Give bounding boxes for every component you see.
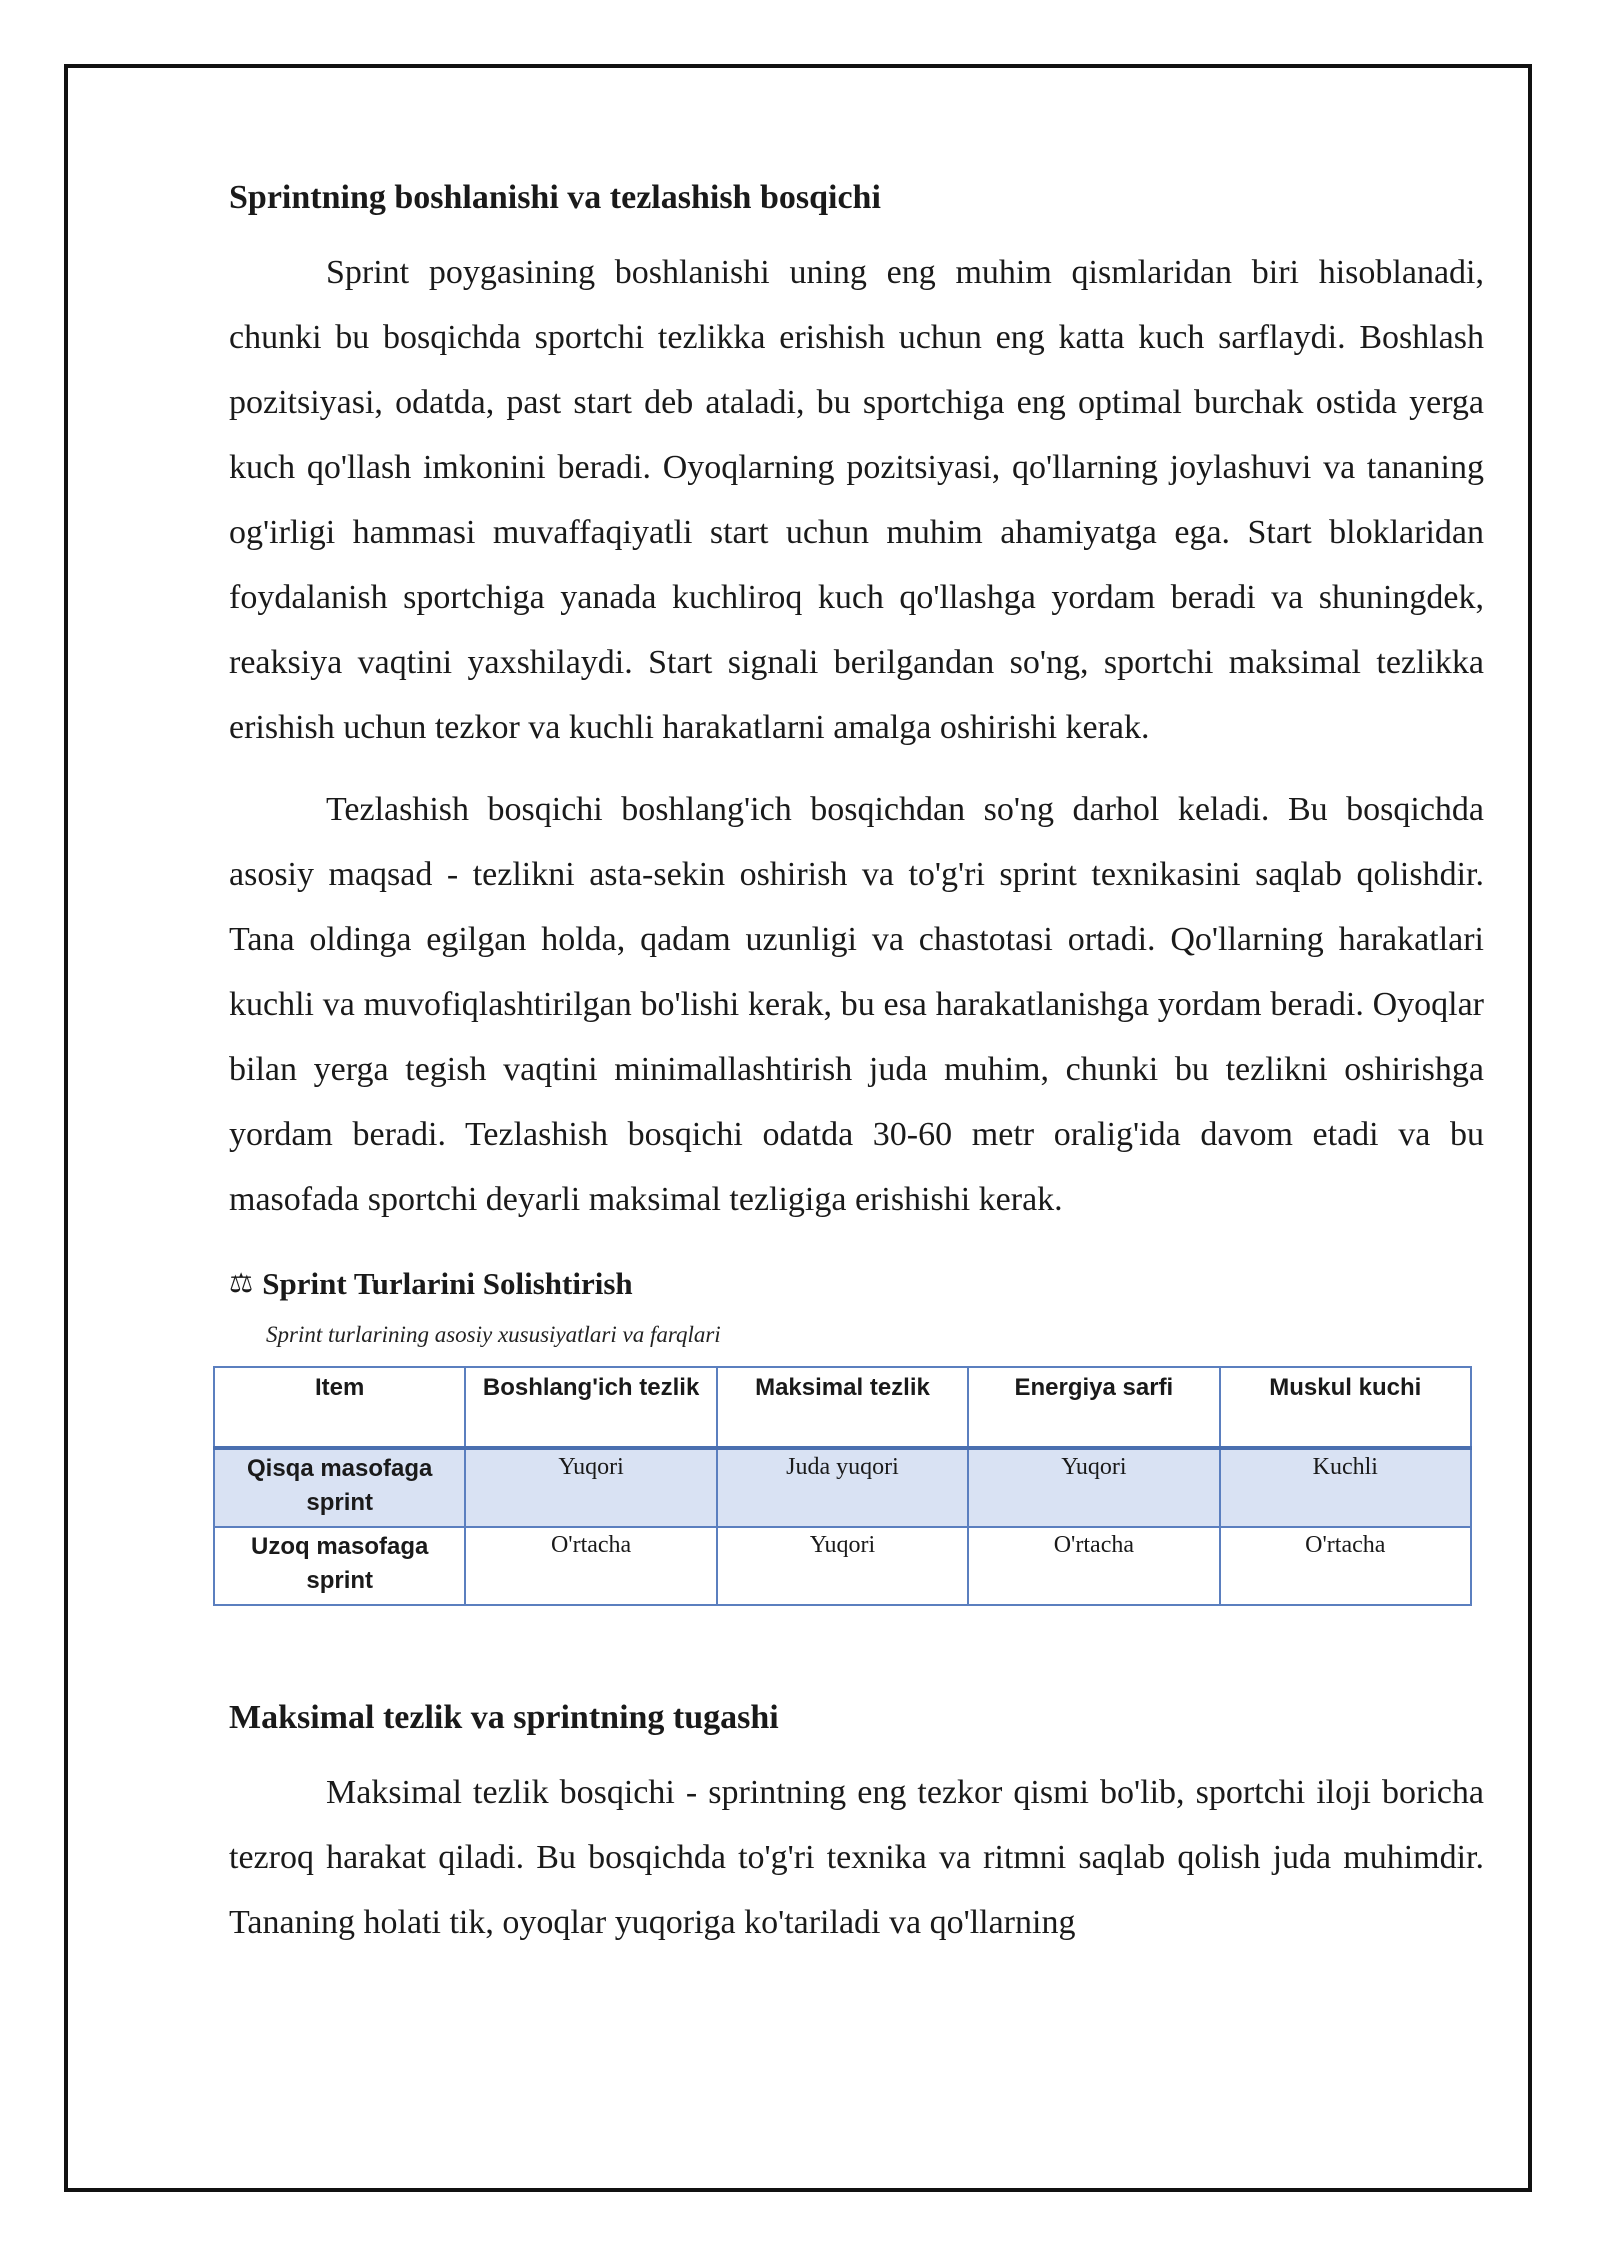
document-content: [229, 168, 1484, 1955]
table-caption: Sprint turlarining asosiy xususiyatlari va farqlari: [266, 1322, 721, 1347]
scale-icon: ⚖: [229, 1268, 254, 1299]
table-cell: Yuqori: [968, 1448, 1219, 1527]
table-cell: O'rtacha: [1220, 1527, 1471, 1605]
column-header: Item: [214, 1367, 465, 1448]
table-cell: Yuqori: [717, 1527, 968, 1605]
table-title: [229, 1264, 1484, 1304]
column-header: Maksimal tezlik: [717, 1367, 968, 1448]
comparison-table: [213, 1366, 1472, 1606]
body-paragraph: Tezlashish bosqichi boshlang'ich bosqichdan so'ng darhol keladi. Bu bosqichda asosiy maqsad - tezlikni asta-sekin oshirish va to'g'ri sprint texnikasini saqlab qolishdir. Tana oldinga egilgan holda, qadam uzunligi va chastotasi ortadi. Qo'llarning harakatlari kuchli va muvofiqlashtirilgan bo'lishi kerak, bu esa harakatlanishga yordam beradi. Oyoqlar bilan yerga tegish vaqtini minimallashtirish juda muhim, chunki bu tezlikni oshirishga yordam beradi. Tezlashish bosqichi odatda 30-60 metr oralig'ida davom etadi va bu masofada sportchi deyarli maksimal tezligiga erishishi kerak.: [229, 791, 1484, 1218]
table-title-text: Sprint Turlarini Solishtirish: [262, 1266, 633, 1301]
row-header-cell: Uzoq masofaga sprint: [214, 1527, 465, 1605]
table-row: [214, 1448, 1471, 1527]
column-header: Muskul kuchi: [1220, 1367, 1471, 1448]
comparison-table-block: [229, 1264, 1484, 1606]
body-paragraph: Maksimal tezlik bosqichi - sprintning eng tezkor qismi bo'lib, sportchi iloji boricha tezroq harakat qiladi. Bu bosqichda to'g'ri texnika va ritmni saqlab qolish juda muhimdir. Tananing holati tik, oyoqlar yuqoriga ko'tariladi va qo'llarning: [229, 1774, 1484, 1941]
section-heading: Maksimal tezlik va sprintning tugashi: [229, 1699, 779, 1736]
column-header: Energiya sarfi: [968, 1367, 1219, 1448]
body-paragraph: Sprint poygasining boshlanishi uning eng muhim qismlaridan biri hisoblanadi, chunki bu bosqichda sportchi tezlikka erishish uchun eng katta kuch sarflaydi. Boshlash pozitsiyasi, odatda, past start deb ataladi, bu sportchiga eng optimal burchak ostida yerga kuch qo'llash imkonini beradi. Oyoqlarning pozitsiyasi, qo'llarning joylashuvi va tananing og'irligi hammasi muvaffaqiyatli start uchun muhim ahamiyatga ega. Start bloklaridan foydalanish sportchiga yanada kuchliroq kuch qo'llashga yordam beradi va shuningdek, reaksiya vaqtini yaxshilaydi. Start signali berilgandan so'ng, sportchi maksimal tezlikka erishish uchun tezkor va kuchli harakatlarni amalga oshirishi kerak.: [229, 254, 1484, 746]
table-cell: Yuqori: [465, 1448, 716, 1527]
table-cell: O'rtacha: [465, 1527, 716, 1605]
table-row: [214, 1527, 1471, 1605]
table-header-row: [214, 1367, 1471, 1448]
table-cell: Juda yuqori: [717, 1448, 968, 1527]
table-cell: O'rtacha: [968, 1527, 1219, 1605]
column-header: Boshlang'ich tezlik: [465, 1367, 716, 1448]
section-heading: Sprintning boshlanishi va tezlashish bosqichi: [229, 179, 881, 216]
table-cell: Kuchli: [1220, 1448, 1471, 1527]
row-header-cell: Qisqa masofaga sprint: [214, 1448, 465, 1527]
